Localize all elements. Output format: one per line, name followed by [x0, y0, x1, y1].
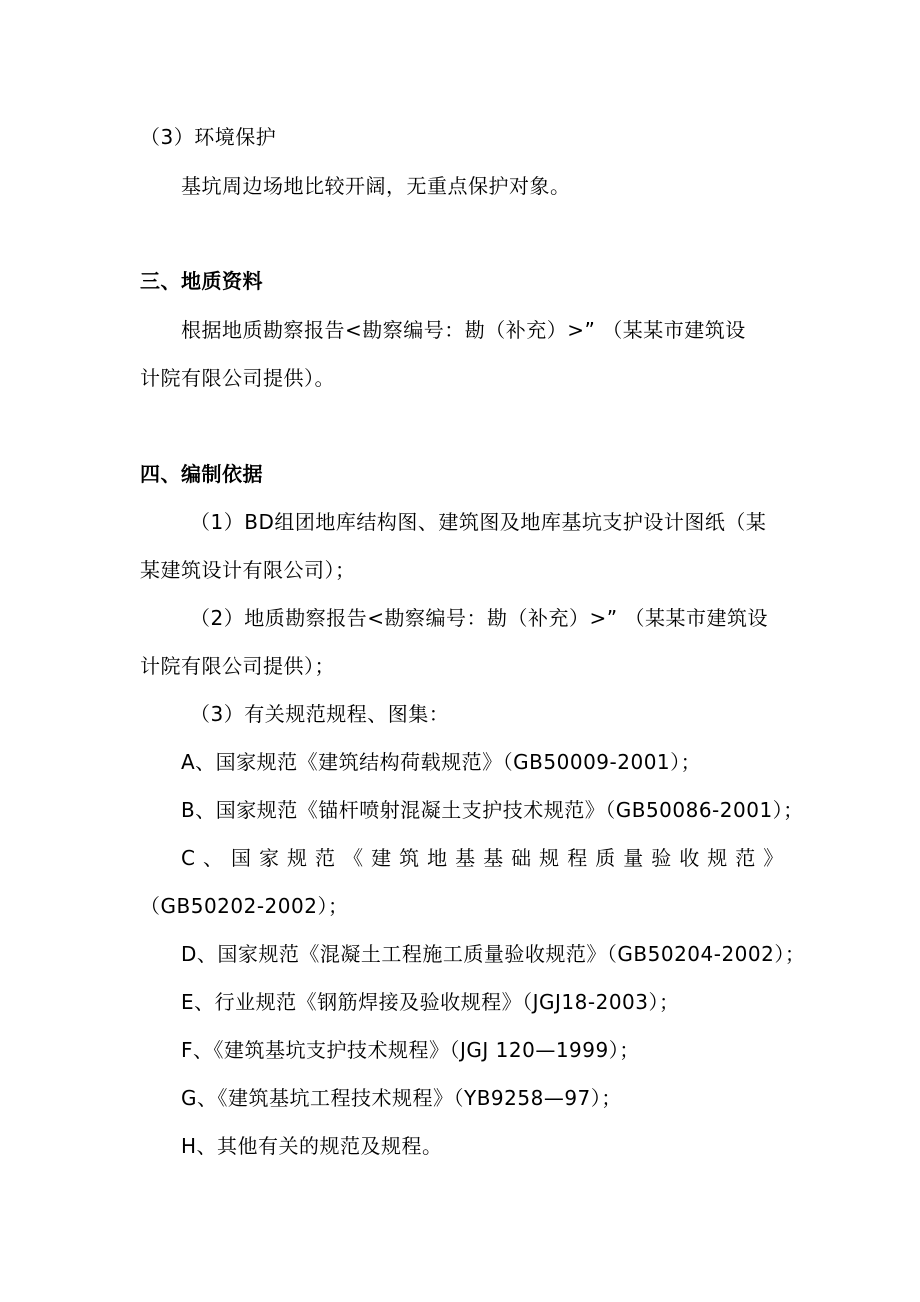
basis-item2-line1: （2）地质勘察报告<勘察编号：勘（补充）>” （某某市建筑设: [190, 606, 768, 630]
standard-c-char: 收: [679, 846, 700, 870]
standard-c-char: 验: [651, 846, 672, 870]
standard-c-char: C: [181, 846, 196, 870]
standard-c-char: 规: [707, 846, 728, 870]
standard-c-char: 地: [427, 846, 448, 870]
standard-c-char: 、: [202, 846, 224, 870]
standard-f: F、《建筑基坑支护技术规程》（JGJ 120—1999）；: [181, 1038, 640, 1062]
standard-a: A、国家规范《建筑结构荷载规范》（GB50009-2001）；: [181, 750, 702, 774]
standard-c-char: 程: [567, 846, 588, 870]
geology-paragraph-line2: 计院有限公司提供）。: [140, 366, 335, 390]
standard-c-char: 筑: [399, 846, 420, 870]
basis-item2-line2: 计院有限公司提供）；: [140, 654, 335, 678]
standard-d: D、国家规范《混凝土工程施工质量验收规范》（GB50204-2002）；: [181, 942, 806, 966]
standard-h: H、其他有关的规范及规程。: [181, 1134, 443, 1158]
geology-heading: 三、地质资料: [140, 269, 263, 293]
standard-c-char: 基: [483, 846, 504, 870]
standard-e: E、行业规范《钢筋焊接及验收规程》（JGJ18-2003）；: [181, 990, 680, 1014]
standard-c-char: 建: [371, 846, 392, 870]
standard-c-char: 国: [231, 846, 252, 870]
standard-c-char: 质: [595, 846, 616, 870]
geology-paragraph-line1: 根据地质勘察报告<勘察编号：勘（补充）>” （某某市建筑设: [181, 318, 746, 342]
standard-c-line1: [181, 845, 784, 871]
standard-b: B、国家规范《锚杆喷射混凝土支护技术规范》（GB50086-2001）；: [181, 798, 804, 822]
standard-g: G、《建筑基坑工程技术规程》（YB9258—97）；: [181, 1086, 622, 1110]
basis-item1-line2: 某建筑设计有限公司）；: [140, 558, 356, 582]
env-protection-title: （3）环境保护: [140, 125, 277, 149]
standard-c-char: 范: [315, 846, 336, 870]
basis-item1-line1: （1）BD组团地库结构图、建筑图及地库基坑支护设计图纸（某: [190, 510, 767, 534]
basis-heading: 四、编制依据: [140, 462, 263, 486]
env-protection-paragraph: 基坑周边场地比较开阔，无重点保护对象。: [181, 174, 571, 198]
standard-c-char: 》: [763, 846, 784, 870]
standard-c-char: 规: [287, 846, 308, 870]
standard-c-char: 础: [511, 846, 532, 870]
standard-c-char: 范: [735, 846, 756, 870]
standard-c-line2: （GB50202-2002）；: [140, 894, 349, 918]
standard-c-char: 规: [539, 846, 560, 870]
standard-c-char: 家: [259, 846, 280, 870]
basis-item3: （3）有关规范规程、图集：: [190, 702, 450, 726]
standard-c-char: 基: [455, 846, 476, 870]
standard-c-char: 量: [623, 846, 644, 870]
standard-c-char: 《: [343, 846, 364, 870]
